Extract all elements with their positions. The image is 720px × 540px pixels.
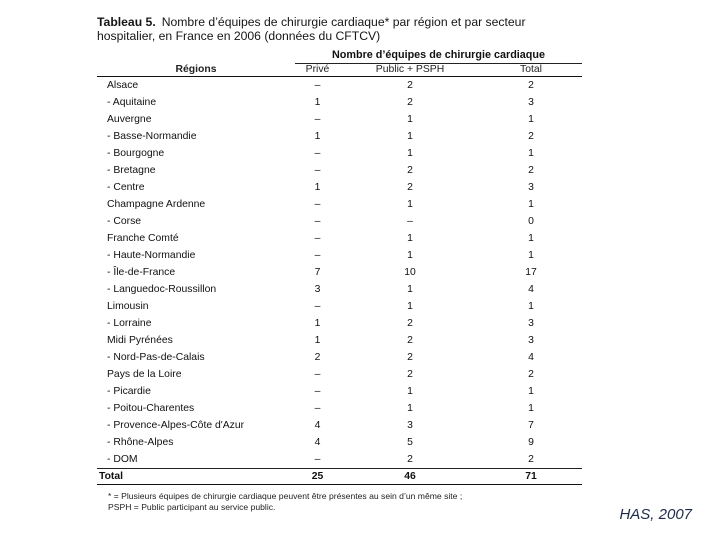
data-table-container — [97, 48, 582, 485]
total-all: 71 — [480, 469, 582, 485]
total-label: Total — [97, 469, 295, 485]
region-cell: - Basse-Normandie — [107, 131, 197, 142]
total-cell: 2 — [528, 80, 534, 91]
region-cell: - Nord-Pas-de-Calais — [107, 352, 205, 363]
public-cell: 2 — [407, 335, 413, 346]
total-cell: 3 — [528, 182, 534, 193]
table-row — [97, 247, 582, 264]
table-row — [97, 230, 582, 247]
public-cell: 2 — [407, 182, 413, 193]
total-public: 46 — [340, 469, 480, 485]
public-cell: 1 — [407, 386, 413, 397]
private-cell: – — [314, 301, 321, 312]
total-cell: 1 — [528, 114, 534, 125]
private-cell: 4 — [314, 420, 321, 431]
public-cell: 10 — [404, 267, 416, 278]
public-cell: 3 — [407, 420, 413, 431]
table-body — [97, 77, 582, 469]
region-cell: - Centre — [107, 182, 145, 193]
total-cell: 2 — [480, 451, 582, 469]
private-cell: – — [314, 216, 321, 227]
total-cell: 2 — [528, 131, 534, 142]
region-cell: - Lorraine — [107, 318, 152, 329]
table-row — [97, 366, 582, 383]
table-row — [97, 179, 582, 196]
private-cell: – — [314, 369, 321, 380]
total-private: 25 — [295, 469, 340, 485]
public-cell: 2 — [407, 97, 413, 108]
private-cell: 1 — [314, 335, 321, 346]
total-row — [97, 469, 582, 485]
col-header-public: Public + PSPH — [340, 64, 480, 77]
table-row — [97, 298, 582, 315]
table-row — [97, 332, 582, 349]
total-cell: 7 — [528, 420, 534, 431]
private-cell: – — [314, 199, 321, 210]
region-cell: - Île-de-France — [107, 267, 176, 278]
private-cell: – — [314, 148, 321, 159]
total-cell: 1 — [528, 148, 534, 159]
region-cell: - Corse — [107, 216, 142, 227]
table-number: Tableau 5. — [97, 15, 156, 29]
total-cell: 1 — [528, 199, 534, 210]
public-cell: 1 — [407, 131, 413, 142]
private-cell: – — [295, 451, 340, 469]
private-cell: – — [314, 250, 321, 261]
total-cell: 1 — [528, 250, 534, 261]
public-cell: 2 — [340, 451, 480, 469]
private-cell: 3 — [314, 284, 321, 295]
private-cell: – — [314, 80, 321, 91]
total-cell: 1 — [528, 301, 534, 312]
region-cell: - Picardie — [107, 386, 151, 397]
teams-table — [97, 48, 582, 485]
private-cell: – — [314, 233, 321, 244]
private-cell: – — [314, 386, 321, 397]
private-cell: 1 — [314, 182, 321, 193]
public-cell: 2 — [407, 318, 413, 329]
region-cell: Champagne Ardenne — [107, 199, 206, 210]
region-cell: Limousin — [107, 301, 149, 312]
source-credit: HAS, 2007 — [619, 506, 692, 523]
header-spacer — [97, 48, 295, 64]
public-cell: 1 — [407, 114, 413, 125]
private-cell: 1 — [314, 131, 321, 142]
col-header-private: Privé — [295, 64, 340, 77]
public-cell: 2 — [407, 369, 413, 380]
total-cell: 17 — [525, 267, 537, 278]
public-cell: 1 — [407, 284, 413, 295]
region-cell: - DOM — [97, 451, 295, 469]
private-cell: – — [314, 403, 321, 414]
table-row — [97, 315, 582, 332]
total-cell: 4 — [528, 284, 534, 295]
table-row — [97, 451, 582, 469]
total-cell: 3 — [528, 97, 534, 108]
public-cell: 1 — [407, 233, 413, 244]
public-cell: 1 — [407, 403, 413, 414]
region-cell: - Provence-Alpes-Côte d'Azur — [107, 420, 245, 431]
group-header: Nombre d’équipes de chirurgie cardiaque — [295, 48, 582, 64]
region-cell: - Poitou-Charentes — [107, 403, 195, 414]
region-cell: - Languedoc-Roussillon — [107, 284, 217, 295]
table-caption — [97, 15, 582, 43]
regions-header: Régions — [97, 64, 295, 77]
column-header-row — [97, 64, 582, 77]
region-cell: - Aquitaine — [107, 97, 157, 108]
table-row — [97, 400, 582, 417]
table-row — [97, 434, 582, 451]
table-row — [97, 417, 582, 434]
region-cell: Auvergne — [107, 114, 152, 125]
region-cell: Pays de la Loire — [107, 369, 182, 380]
region-cell: - Bourgogne — [107, 148, 165, 159]
public-cell: 1 — [407, 250, 413, 261]
table-row — [97, 77, 582, 95]
region-cell: - Rhône-Alpes — [107, 437, 174, 448]
total-cell: 1 — [528, 386, 534, 397]
table-row — [97, 264, 582, 281]
private-cell: – — [314, 114, 321, 125]
table-row — [97, 111, 582, 128]
group-header-row — [97, 48, 582, 64]
col-header-total: Total — [480, 64, 582, 77]
private-cell: 4 — [314, 437, 321, 448]
table-row — [97, 281, 582, 298]
region-cell: Alsace — [107, 80, 139, 91]
total-cell: 9 — [528, 437, 534, 448]
table-title: Nombre d’équipes de chirurgie cardiaque* par région et par secteur hospitalier, en France en 2006 (données du CFTCV) — [97, 15, 526, 43]
total-cell: 1 — [528, 403, 534, 414]
total-cell: 2 — [528, 369, 534, 380]
public-cell: 2 — [407, 80, 413, 91]
footnote-psph: PSPH = Public participant au service public. — [108, 502, 276, 512]
total-cell: 3 — [528, 335, 534, 346]
footnote-teams: * = Plusieurs équipes de chirurgie cardiaque peuvent être présentes au sein d’un même site ; — [108, 491, 463, 501]
table-row — [97, 145, 582, 162]
total-cell: 4 — [528, 352, 534, 363]
private-cell: 7 — [314, 267, 321, 278]
public-cell: 1 — [407, 199, 413, 210]
public-cell: 2 — [407, 352, 413, 363]
table-row — [97, 94, 582, 111]
region-cell: - Bretagne — [107, 165, 156, 176]
table-row — [97, 349, 582, 366]
private-cell: 2 — [314, 352, 321, 363]
public-cell: 1 — [407, 148, 413, 159]
footnotes — [108, 491, 578, 513]
private-cell: – — [314, 165, 321, 176]
table-row — [97, 162, 582, 179]
table-row — [97, 128, 582, 145]
total-cell: 2 — [528, 165, 534, 176]
total-cell: 3 — [528, 318, 534, 329]
region-cell: Midi Pyrénées — [107, 335, 173, 346]
private-cell: 1 — [314, 318, 321, 329]
private-cell: 1 — [314, 97, 321, 108]
public-cell: 1 — [407, 301, 413, 312]
public-cell: 2 — [407, 165, 413, 176]
table-row — [97, 196, 582, 213]
region-cell: Franche Comté — [107, 233, 179, 244]
table-row — [97, 213, 582, 230]
region-cell: - Haute-Normandie — [107, 250, 196, 261]
public-cell: 5 — [407, 437, 413, 448]
total-cell: 0 — [528, 216, 534, 227]
public-cell: – — [407, 216, 413, 227]
table-row — [97, 383, 582, 400]
total-cell: 1 — [528, 233, 534, 244]
